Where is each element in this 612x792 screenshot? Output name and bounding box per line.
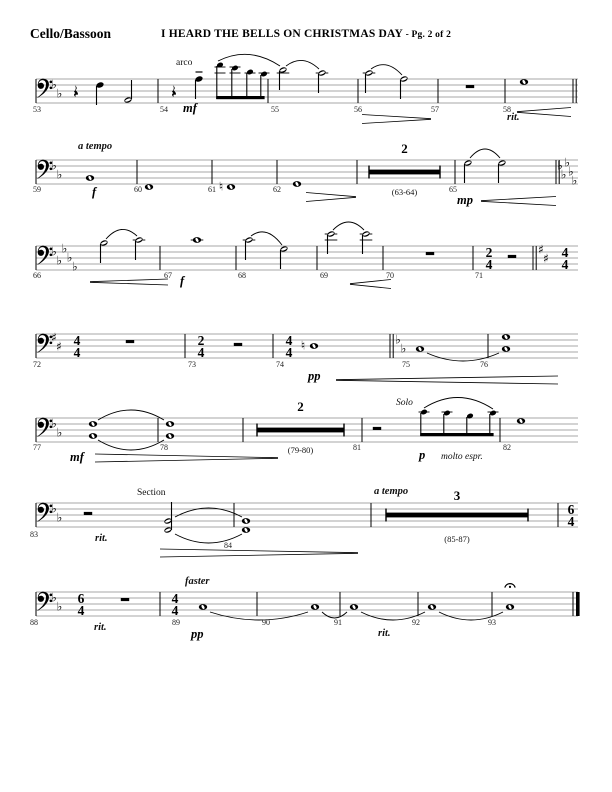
- multimeasure-rest: [257, 399, 344, 455]
- key-accidental: ♭: [56, 599, 63, 614]
- note: [428, 604, 436, 610]
- system-3: [33, 222, 578, 289]
- measure-number: 53: [33, 105, 41, 114]
- slur: [106, 229, 137, 239]
- note: [100, 239, 109, 263]
- key-accidental: ♭: [56, 510, 63, 525]
- measure-number: 88: [30, 618, 38, 627]
- w-rest: [126, 340, 134, 343]
- slur: [98, 410, 164, 420]
- slur: [98, 440, 164, 450]
- bass-clef-icon: [37, 160, 52, 179]
- chord: [502, 334, 510, 352]
- chord: [164, 502, 173, 534]
- note: [277, 66, 290, 90]
- key-accidental: ♭: [400, 341, 407, 356]
- measure-number: 70: [386, 271, 394, 280]
- measure-number: 93: [488, 618, 496, 627]
- key-accidental: ♭: [51, 416, 57, 431]
- note: [227, 184, 235, 190]
- measure-number: 67: [164, 271, 172, 280]
- measure-number: 58: [503, 105, 511, 114]
- note: [133, 236, 146, 260]
- system-4: [33, 331, 578, 385]
- multimeasure-rest: [369, 141, 440, 197]
- system-6: [30, 486, 578, 557]
- note: [416, 346, 424, 352]
- key-accidental: ♭: [560, 167, 567, 182]
- tempo-marking: rit.: [94, 622, 107, 633]
- accidental: ♮: [218, 179, 224, 194]
- text-label: Section: [137, 488, 166, 498]
- note: [360, 230, 373, 254]
- text-label: molto espr.: [441, 452, 483, 462]
- note: [145, 184, 153, 190]
- key-accidental: ♭: [51, 77, 57, 92]
- bass-clef-icon: [37, 79, 52, 98]
- measure-number: 54: [160, 105, 168, 114]
- measure-number: 90: [262, 618, 270, 627]
- crescendo-hairpin: [336, 376, 558, 384]
- slur: [371, 65, 402, 75]
- system-7: [30, 576, 580, 641]
- h-rest: [84, 512, 92, 515]
- bass-clef-icon: [37, 592, 52, 611]
- multirest-count: 2: [401, 141, 408, 156]
- measure-number: 55: [271, 105, 279, 114]
- note: [124, 80, 133, 104]
- dynamic-marking: mf: [70, 450, 84, 464]
- multirest-count: 2: [297, 399, 304, 414]
- measure-number: 92: [412, 618, 420, 627]
- decrescendo-hairpin: [362, 115, 431, 124]
- time-signature: 4: [285, 345, 293, 360]
- text-label: arco: [176, 58, 193, 68]
- key-accidental: ♯: [56, 339, 62, 354]
- decrescendo-hairpin: [306, 193, 356, 202]
- time-signature: 4: [485, 257, 493, 272]
- time-signature: 4: [73, 332, 81, 348]
- decrescendo-hairpin: [160, 549, 358, 557]
- key-accidental: ♭: [51, 158, 57, 173]
- time-signature: 4: [77, 603, 85, 618]
- page-indicator: - Pg. 2 of 2: [405, 30, 452, 40]
- note: [350, 604, 358, 610]
- time-signature: 6: [567, 501, 575, 517]
- note: [464, 159, 473, 183]
- note: [310, 343, 318, 349]
- dynamic-marking: pp: [191, 627, 204, 641]
- system-2: [33, 141, 578, 207]
- note: [520, 79, 528, 85]
- fermata-icon: [505, 584, 515, 588]
- key-accidental: ♭: [51, 501, 57, 516]
- slur: [286, 60, 319, 69]
- chord: [242, 518, 250, 533]
- tempo-marking: a tempo: [374, 486, 409, 497]
- multirest-count: 3: [453, 488, 461, 503]
- note: [280, 245, 289, 269]
- time-signature: 4: [561, 244, 569, 260]
- system-5: [33, 397, 578, 464]
- crescendo-hairpin: [350, 280, 391, 289]
- key-accidental: ♭: [395, 332, 401, 347]
- dynamic-marking: f: [180, 274, 185, 288]
- measure-number: 59: [33, 185, 41, 194]
- note: [86, 175, 94, 181]
- dynamic-marking: mp: [457, 193, 473, 207]
- slur: [470, 149, 500, 158]
- part-name: Cello/Bassoon: [30, 26, 112, 41]
- measure-number: 89: [172, 618, 180, 627]
- key-accidental: ♯: [538, 242, 544, 257]
- measure-number: 65: [449, 185, 457, 194]
- note: [517, 418, 525, 424]
- measure-number: 74: [276, 360, 284, 369]
- note: [293, 181, 301, 187]
- note: [498, 159, 507, 183]
- time-signature: 4: [197, 345, 205, 360]
- key-accidental: ♭: [56, 86, 63, 101]
- dynamic-marking: f: [92, 185, 97, 199]
- beamed-eighth-notes: [419, 409, 499, 436]
- measure-number: 62: [273, 185, 281, 194]
- time-signature: 4: [171, 603, 179, 618]
- key-accidental: ♭: [56, 425, 63, 440]
- tempo-marking: rit.: [95, 533, 108, 544]
- measure-number: 68: [238, 271, 246, 280]
- crescendo-hairpin: [517, 108, 571, 117]
- time-signature: 4: [73, 345, 81, 360]
- w-rest: [466, 85, 474, 88]
- measure-number: 75: [402, 360, 410, 369]
- measure-number: 60: [134, 185, 142, 194]
- title-text: I HEARD THE BELLS ON CHRISTMAS DAY: [160, 28, 403, 40]
- time-signature: 4: [561, 257, 569, 272]
- h-rest: [373, 427, 381, 430]
- bass-clef-icon: [37, 334, 52, 353]
- note: [199, 604, 207, 610]
- w-rest: [426, 252, 434, 255]
- key-accidental: ♭: [71, 259, 78, 274]
- measure-number: 56: [354, 105, 362, 114]
- measure-number: 57: [431, 105, 439, 114]
- bass-clef-icon: [37, 418, 52, 437]
- measure-number: 82: [503, 443, 511, 452]
- note: [316, 69, 329, 93]
- note: [506, 604, 514, 610]
- key-accidental: ♯: [51, 330, 57, 345]
- measure-number: 84: [224, 541, 232, 550]
- tempo-marking: faster: [185, 576, 210, 587]
- time-signature: 6: [77, 590, 85, 606]
- note: [363, 69, 376, 93]
- key-accidental: ♭: [56, 253, 63, 268]
- slur: [251, 232, 282, 245]
- time-signature: 2: [197, 332, 205, 348]
- key-accidental: ♭: [51, 590, 57, 605]
- note: [400, 75, 409, 99]
- key-accidental: ♭: [51, 244, 57, 259]
- time-signature: 4: [567, 514, 575, 529]
- measure-number: 83: [30, 530, 38, 539]
- h-rest: [234, 343, 242, 346]
- slur: [218, 54, 280, 66]
- bass-clef-icon: [37, 246, 52, 265]
- beamed-eighth-notes: [215, 62, 270, 99]
- tempo-marking: rit.: [378, 628, 391, 639]
- measure-number: 91: [334, 618, 342, 627]
- multirest-range: (79-80): [287, 445, 314, 455]
- note: [191, 237, 204, 243]
- measure-number: 72: [33, 360, 41, 369]
- measure-number: 71: [475, 271, 483, 280]
- measure-number: 77: [33, 443, 41, 452]
- time-signature: 4: [285, 332, 293, 348]
- measure-number: 73: [188, 360, 196, 369]
- text-label: Solo: [396, 398, 413, 408]
- decrescendo-hairpin: [95, 454, 278, 462]
- tempo-marking: a tempo: [78, 141, 113, 152]
- bass-clef-icon: [37, 503, 52, 522]
- measure-number: 81: [353, 443, 361, 452]
- slur: [333, 222, 364, 230]
- key-accidental: ♭: [66, 250, 73, 265]
- crescendo-hairpin: [481, 197, 556, 206]
- note: [311, 604, 319, 610]
- key-accidental: ♭: [567, 164, 574, 179]
- measure-number: 76: [480, 360, 488, 369]
- multirest-range: (63-64): [391, 187, 418, 197]
- key-accidental: ♭: [56, 167, 63, 182]
- measure-number: 78: [160, 443, 168, 452]
- dynamic-marking: p: [419, 448, 426, 462]
- note: [195, 72, 204, 99]
- time-signature: 2: [485, 244, 493, 260]
- tempo-marking: rit.: [507, 112, 520, 123]
- dynamic-marking: mf: [183, 101, 197, 115]
- dynamic-marking: pp: [308, 369, 321, 383]
- key-accidental: ♭: [571, 173, 578, 188]
- key-accidental: ♯: [543, 251, 549, 266]
- slur: [424, 397, 493, 409]
- accidental: ♮: [300, 338, 306, 353]
- key-accidental: ♭: [557, 158, 563, 173]
- w-rest: [121, 598, 129, 601]
- measure-number: 69: [320, 271, 328, 280]
- h-rest: [508, 255, 516, 258]
- note: [243, 236, 256, 260]
- measure-number: 61: [208, 185, 216, 194]
- note: [96, 81, 105, 105]
- multirest-range: (85-87): [444, 534, 470, 544]
- measure-number: 66: [33, 271, 41, 280]
- system-1: [33, 54, 578, 123]
- time-signature: 4: [171, 590, 179, 606]
- key-accidental: ♭: [564, 155, 571, 170]
- crescendo-hairpin: [90, 279, 168, 285]
- note: [325, 230, 338, 254]
- key-accidental: ♭: [61, 241, 68, 256]
